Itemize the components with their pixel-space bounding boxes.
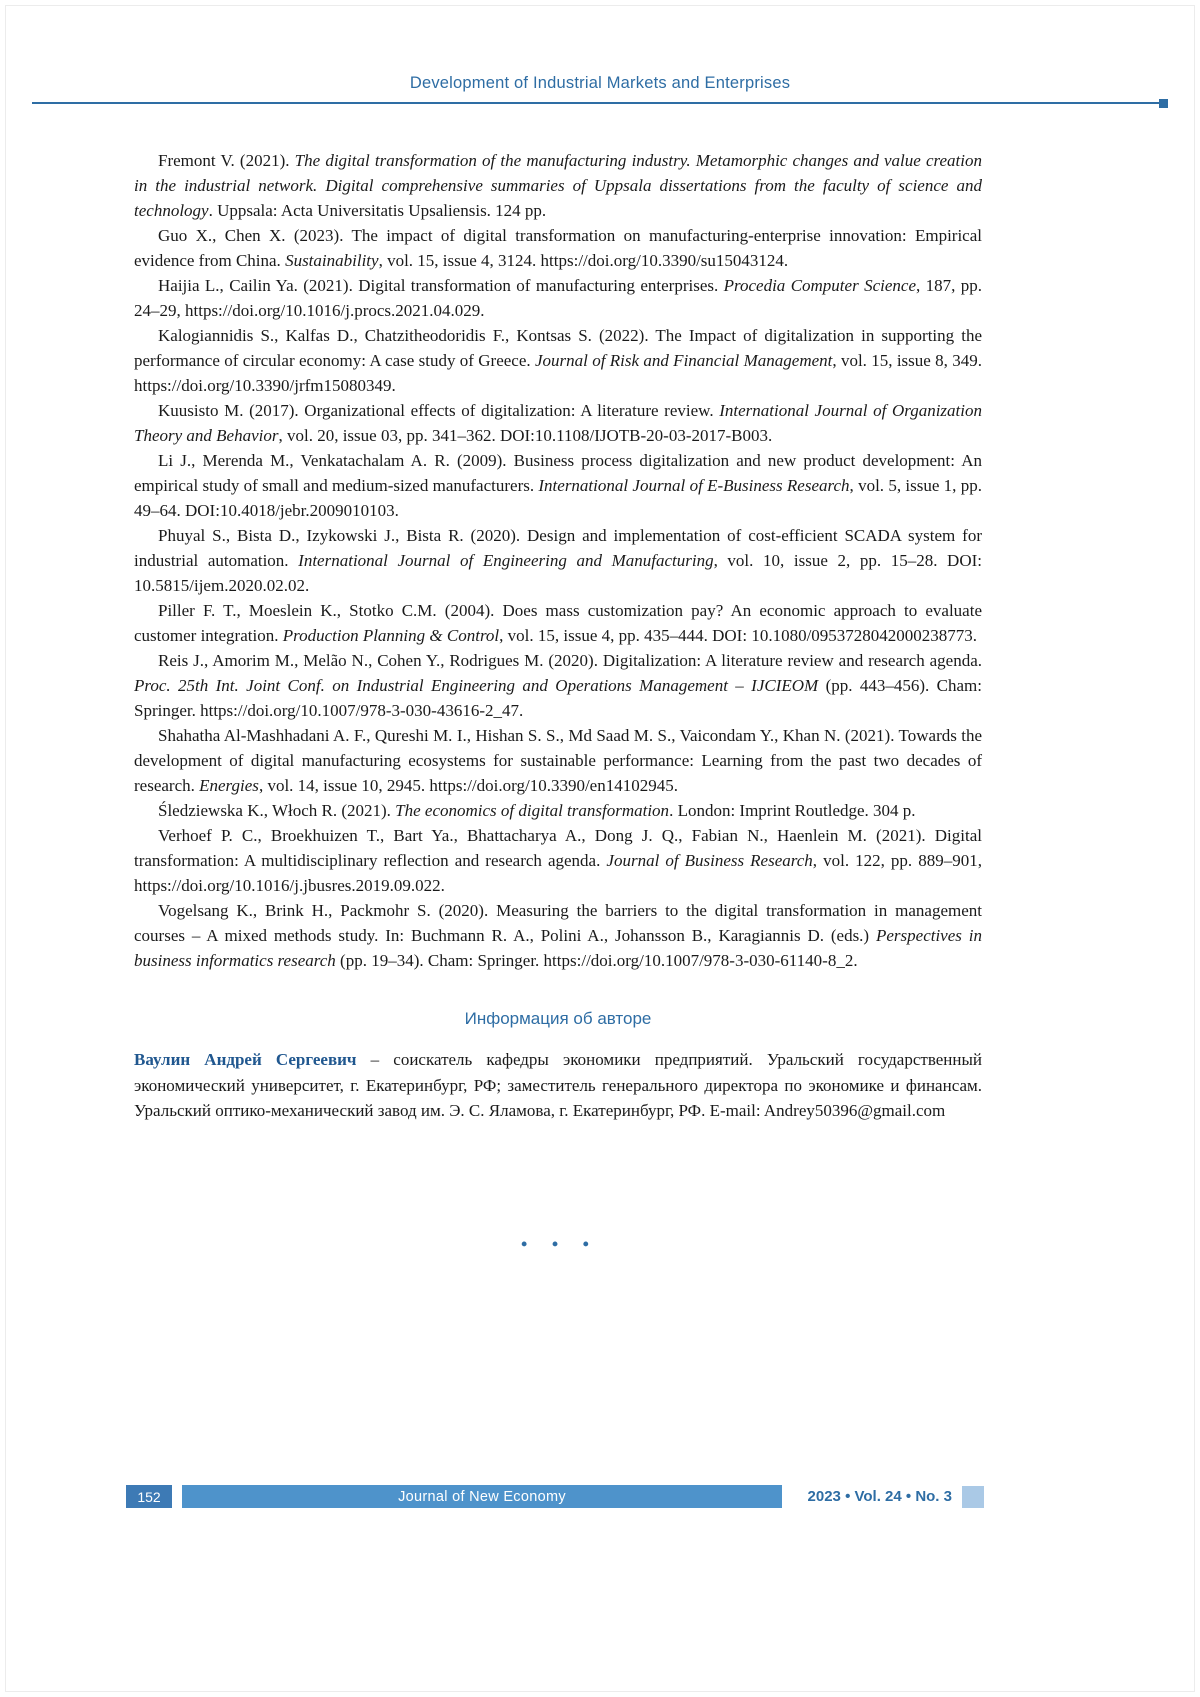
text-segment: Procedia Computer Science xyxy=(723,276,916,295)
reference-item xyxy=(134,523,982,598)
text-segment: Haijia L., Cailin Ya. (2021). Digital transformation of manufacturing enterprises. xyxy=(158,276,724,295)
text-segment: (pp. 443–456). Cham: Springer. https://doi.org/10.1007/978-3-030-43616-2_47. xyxy=(134,676,982,720)
text-segment: , 187, pp. 24–29, https://doi.org/10.1016/j.procs.2021.04.029. xyxy=(134,276,983,320)
text-segment: Fremont V. (2021). xyxy=(158,151,295,170)
header-rule xyxy=(32,102,1168,104)
reference-item xyxy=(134,723,982,798)
text-segment: Guo X., Chen X. (2023). The impact of digital transformation on manufacturing-enterprise innovation: Empirical evidence from China. xyxy=(134,226,982,270)
text-segment: (pp. 19–34). Cham: Springer. https://doi.org/10.1007/978-3-030-61140-8_2. xyxy=(335,951,858,970)
reference-item xyxy=(134,273,982,323)
running-head-title: Development of Industrial Markets and Enterprises xyxy=(409,74,791,92)
text-segment: . London: Imprint Routledge. 304 p. xyxy=(669,801,916,820)
journal-title-bar: Journal of New Economy xyxy=(182,1485,782,1508)
text-segment: Proc. 25th Int. Joint Conf. on Industrial Engineering and Operations Management – IJCIEOM xyxy=(134,676,819,695)
section-separator-dots: • • • xyxy=(521,1233,595,1254)
text-segment: , vol. 122, pp. 889–901, https://doi.org/10.1016/j.jbusres.2019.09.022. xyxy=(134,851,982,895)
text-segment: , vol. 15, issue 8, 349. https://doi.org/10.3390/jrfm15080349. xyxy=(134,351,982,395)
page-number-badge: 152 xyxy=(126,1485,172,1508)
text-segment: Li J., Merenda M., Venkatachalam A. R. (2009). Business process digitalization and new product development: An empirical study of small and medium-sized manufacturers. xyxy=(134,451,982,495)
text-segment: The digital transformation of the manufacturing industry. Metamorphic changes and value creation in the industrial network. Digital comprehensive summaries of Uppsala dissertations from the faculty of science and technology xyxy=(134,151,982,220)
text-segment: Perspectives in business informatics research xyxy=(134,926,982,970)
text-segment: Journal of Risk and Financial Management xyxy=(534,351,833,370)
text-segment: Verhoef P. C., Broekhuizen T., Bart Ya., Bhattacharya A., Dong J. Q., Fabian N., Haenlein M. (2021). Digital transformation: A multidisciplinary reflection and research agenda. xyxy=(134,826,982,870)
text-segment: , vol. 15, issue 4, 3124. https://doi.org/10.3390/su15043124. xyxy=(378,251,789,270)
text-segment: Reis J., Amorim M., Melão N., Cohen Y., Rodrigues M. (2020). Digitalization: A literature review and research agenda. xyxy=(158,651,982,670)
text-segment: Ваулин Андрей Сергеевич xyxy=(134,1050,357,1069)
text-segment: Śledziewska K., Włoch R. (2021). xyxy=(158,801,396,820)
text-segment: Journal of Business Research xyxy=(606,851,813,870)
text-segment: International Journal of Engineering and Manufacturing xyxy=(298,551,714,570)
text-segment: International Journal of E-Business Research xyxy=(538,476,850,495)
text-segment: Vogelsang K., Brink H., Packmohr S. (2020). Measuring the barriers to the digital transformation in management courses – A mixed methods study. In: Buchmann R. A., Polini A., Johansson B., Karagiannis D. (eds.) xyxy=(134,901,982,945)
reference-item xyxy=(134,823,982,898)
page-header xyxy=(6,74,1194,104)
text-segment: – соискатель кафедры экономики предприятий. Уральский государственный экономический университет, г. Екатеринбург, РФ; заместитель генерального директора по экономике и финансам. Уральский оптико-механический завод им. Э. С. Яламова, г. Екатеринбург, РФ. E-mail: Andrey50396@gmail.com xyxy=(134,1050,983,1120)
reference-item xyxy=(134,223,982,273)
text-segment: Piller F. T., Moeslein K., Stotko C.M. (2004). Does mass customization pay? An economic approach to evaluate customer integration. xyxy=(134,601,982,645)
reference-item xyxy=(134,148,982,223)
text-segment: , vol. 20, issue 03, pp. 341–362. DOI:10.1108/IJOTB-20-03-2017-B003. xyxy=(278,426,773,445)
author-info-heading: Информация об авторе xyxy=(464,1009,652,1028)
reference-item xyxy=(134,648,982,723)
text-segment: , vol. 14, issue 10, 2945. https://doi.org/10.3390/en14102945. xyxy=(258,776,678,795)
text-segment: Phuyal S., Bista D., Izykowski J., Bista R. (2020). Design and implementation of cost-efficient SCADA system for industrial automation. xyxy=(134,526,982,570)
footer-square-icon xyxy=(962,1486,984,1508)
text-segment: The economics of digital transformation xyxy=(395,801,670,820)
reference-item xyxy=(134,323,982,398)
page-footer xyxy=(126,1485,984,1508)
references-list xyxy=(134,148,982,973)
reference-item xyxy=(134,898,982,973)
author-info-paragraph xyxy=(134,1047,982,1124)
reference-item xyxy=(134,398,982,448)
text-segment: . Uppsala: Acta Universitatis Upsaliensis. 124 pp. xyxy=(208,201,547,220)
text-segment: Kalogiannidis S., Kalfas D., Chatzitheodoridis F., Kontsas S. (2022). The Impact of digitalization in supporting the performance of circular economy: A case study of Greece. xyxy=(134,326,982,370)
text-segment: , vol. 10, issue 2, pp. 15–28. DOI: 10.5815/ijem.2020.02.02. xyxy=(134,551,982,595)
reference-item xyxy=(134,798,982,823)
text-segment: Production Planning & Control xyxy=(282,626,500,645)
text-segment: International Journal of Organization Theory and Behavior xyxy=(134,401,982,445)
reference-item xyxy=(134,598,982,648)
text-segment: Shahatha Al-Mashhadani A. F., Qureshi M. I., Hishan S. S., Md Saad M. S., Vaicondam Y., Khan N. (2021). Towards the development of digital manufacturing ecosystems for sustainable performance: Learning from the past two decades of research. xyxy=(134,726,982,795)
reference-item xyxy=(134,448,982,523)
issue-info: 2023 • Vol. 24 • No. 3 xyxy=(807,1488,952,1505)
text-segment: , vol. 5, issue 1, pp. 49–64. DOI:10.4018/jebr.2009010103. xyxy=(134,476,982,520)
page-content xyxy=(134,148,982,1255)
text-segment: Kuusisto M. (2017). Organizational effects of digitalization: A literature review. xyxy=(158,401,720,420)
footer-spacer xyxy=(792,1485,798,1508)
text-segment: Energies xyxy=(199,776,259,795)
text-segment: Sustainability xyxy=(285,251,379,270)
journal-page xyxy=(5,5,1195,1692)
text-segment: , vol. 15, issue 4, pp. 435–444. DOI: 10.1080/0953728042000238773. xyxy=(499,626,978,645)
header-square-icon xyxy=(1159,99,1168,108)
